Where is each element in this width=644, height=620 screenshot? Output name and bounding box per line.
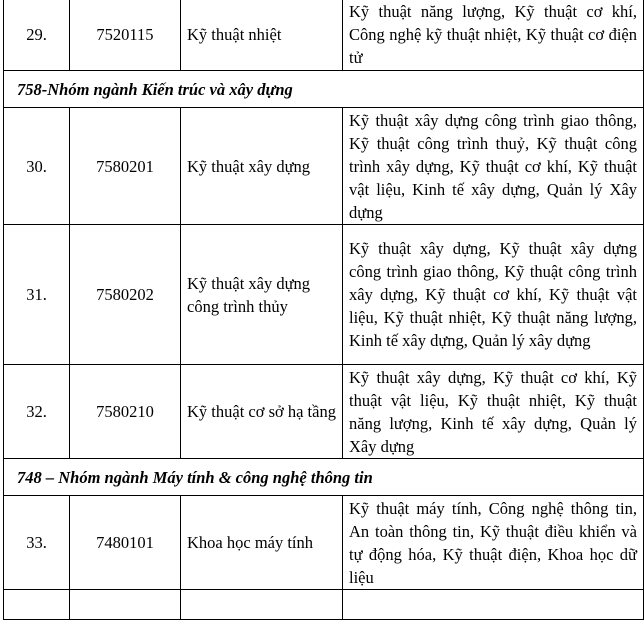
empty-cell [70, 590, 181, 620]
row-number: 29. [4, 0, 70, 71]
major-code: 7520115 [70, 0, 181, 71]
major-name: Kỹ thuật nhiệt [181, 0, 343, 71]
empty-cell [343, 590, 644, 620]
row-number: 30. [4, 108, 70, 225]
related-majors: Kỹ thuật xây dựng công trình giao thông, Kỹ thuật công trình thuỷ, Kỹ thuật công trình xây dựng, Kỹ thuật cơ khí, Kỹ thuật vật liệu, Kinh tế xây dựng, Quản lý Xây dựng [343, 108, 644, 225]
major-name: Kỹ thuật xây dựng [181, 108, 343, 225]
related-majors: Kỹ thuật năng lượng, Kỹ thuật cơ khí, Công nghệ kỹ thuật nhiệt, Kỹ thuật cơ điện tử [343, 0, 644, 71]
related-majors: Kỹ thuật xây dựng, Kỹ thuật cơ khí, Kỹ thuật vật liệu, Kỹ thuật nhiệt, Kỹ thuật năng lượng, Kinh tế xây dựng, Quản lý Xây dựng [343, 365, 644, 459]
empty-cell [181, 590, 343, 620]
table-row-32 [4, 365, 644, 459]
row-number: 32. [4, 365, 70, 459]
table-row-30 [4, 108, 644, 225]
related-majors: Kỹ thuật xây dựng, Kỹ thuật xây dựng công trình giao thông, Kỹ thuật công trình xây dựng, Kỹ thuật cơ khí, Kỹ thuật vật liệu, Kỹ thuật nhiệt, Kỹ thuật năng lượng, Kinh tế xây dựng, Quản lý xây dựng [343, 225, 644, 365]
major-name: Kỹ thuật cơ sở hạ tầng [181, 365, 343, 459]
empty-cell [4, 590, 70, 620]
group-title: 758-Nhóm ngành Kiến trúc và xây dựng [4, 71, 644, 108]
related-majors: Kỹ thuật máy tính, Công nghệ thông tin, An toàn thông tin, Kỹ thuật điều khiển và tự động hóa, Kỹ thuật điện, Khoa học dữ liệu [343, 496, 644, 590]
major-name: Khoa học máy tính [181, 496, 343, 590]
major-code: 7480101 [70, 496, 181, 590]
group-header-748 [4, 459, 644, 496]
group-header-758 [4, 71, 644, 108]
row-number: 33. [4, 496, 70, 590]
major-code: 7580210 [70, 365, 181, 459]
row-number: 31. [4, 225, 70, 365]
table-row-31 [4, 225, 644, 365]
major-name: Kỹ thuật xây dựng công trình thủy [181, 225, 343, 365]
major-code: 7580202 [70, 225, 181, 365]
major-code: 7580201 [70, 108, 181, 225]
majors-table [3, 0, 644, 620]
group-title: 748 – Nhóm ngành Máy tính & công nghệ thông tin [4, 459, 644, 496]
table-row-next [4, 590, 644, 620]
table-row-33 [4, 496, 644, 590]
table-row-29 [4, 0, 644, 71]
